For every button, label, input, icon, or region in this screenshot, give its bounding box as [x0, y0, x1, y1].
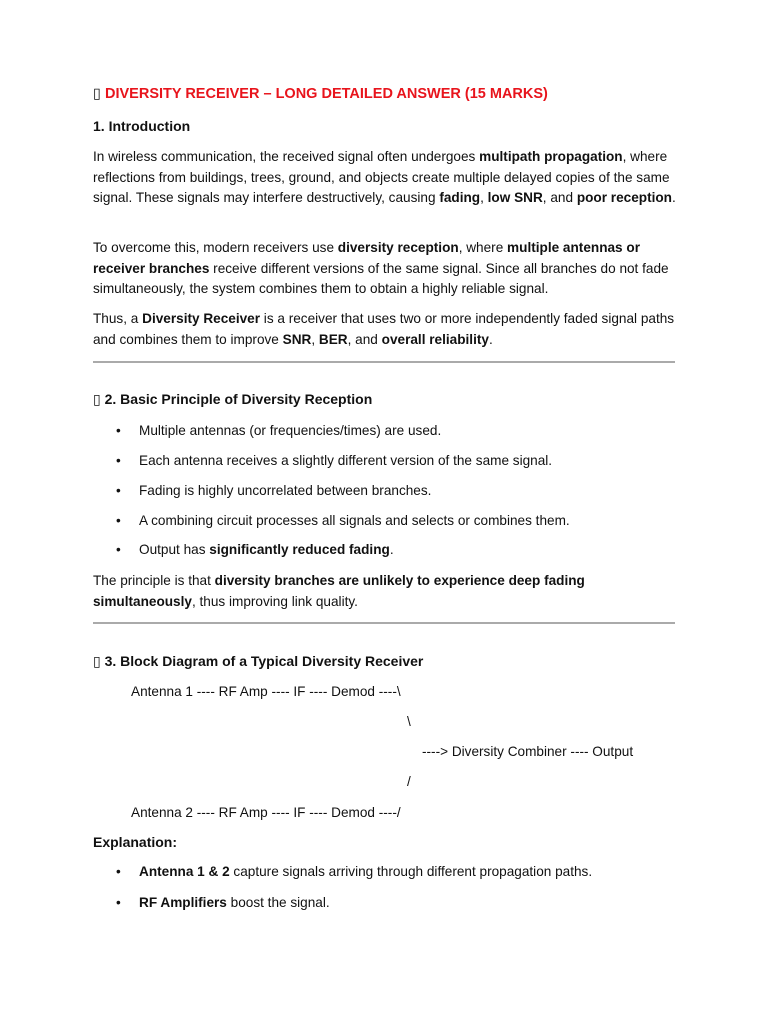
diagram-line-combiner: ----> Diversity Combiner ---- Output: [422, 744, 634, 759]
bullet-icon: •: [116, 864, 121, 879]
heading-introduction: 1. Introduction: [93, 118, 191, 134]
heading-basic-principle: ▯ 2. Basic Principle of Diversity Reception: [93, 391, 373, 407]
list-item: • Output has significantly reduced fading.: [116, 542, 394, 557]
bullet-icon: •: [116, 453, 121, 468]
principle-summary: The principle is that diversity branches are unlikely to experience deep fading simultaneously, thus improving link quality.: [93, 573, 585, 609]
bullet-icon: •: [116, 542, 121, 557]
intro-paragraph-3: Thus, a Diversity Receiver is a receiver that uses two or more independently faded signal paths and combines them to improve SNR, BER, and overall reliability.: [93, 311, 675, 347]
missing-glyph-icon: ▯: [93, 391, 101, 407]
intro-paragraph-1: In wireless communication, the received signal often undergoes multipath propagation, where reflections from buildings, trees, ground, and objects create multiple delayed copies of the same signal. These signals may interfere destructively, causing fading, low SNR, and poor reception.: [93, 149, 676, 205]
bullet-icon: •: [116, 423, 121, 438]
diagram-line-antenna-1: Antenna 1 ---- RF Amp ---- IF ---- Demod ----\: [131, 684, 401, 699]
document-title: [93, 86, 548, 102]
intro-paragraph-2: To overcome this, modern receivers use diversity reception, where multiple antennas or receiver branches receive different versions of the same signal. Since all branches do not fade simultaneously, the system combines them to obtain a highly reliable signal.: [93, 240, 669, 296]
diagram-line-slash: \: [407, 714, 411, 729]
missing-glyph-icon: ▯: [93, 653, 101, 669]
missing-glyph-icon: ▯: [93, 86, 101, 102]
diagram-line-antenna-2: Antenna 2 ---- RF Amp ---- IF ---- Demod ----/: [131, 805, 401, 820]
bullet-icon: •: [116, 483, 121, 498]
title-text: DIVERSITY RECEIVER – LONG DETAILED ANSWER (15 MARKS): [105, 86, 548, 102]
list-item: • Fading is highly uncorrelated between branches.: [116, 483, 432, 498]
list-item: • Antenna 1 & 2 capture signals arriving through different propagation paths.: [116, 864, 593, 879]
heading-explanation: Explanation:: [93, 834, 178, 850]
bullet-icon: •: [116, 513, 121, 528]
bullet-icon: •: [116, 895, 121, 910]
diagram-line-slash: /: [407, 774, 411, 789]
list-item: • A combining circuit processes all signals and selects or combines them.: [116, 513, 570, 528]
list-item: • RF Amplifiers boost the signal.: [116, 895, 330, 910]
heading-block-diagram: ▯ 3. Block Diagram of a Typical Diversity Receiver: [93, 653, 424, 669]
list-item: • Multiple antennas (or frequencies/times) are used.: [116, 423, 442, 438]
section-divider: [93, 622, 675, 624]
section-divider: [93, 361, 675, 363]
list-item: • Each antenna receives a slightly different version of the same signal.: [116, 453, 553, 468]
